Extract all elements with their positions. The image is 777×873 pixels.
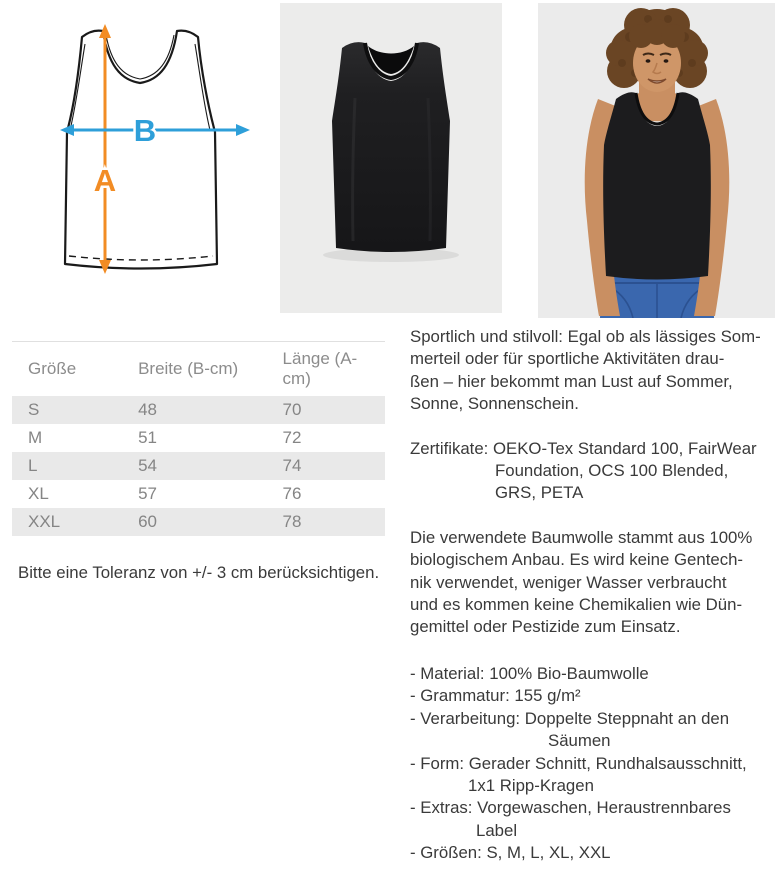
product-description — [410, 326, 776, 865]
text-line: Zertifikate: OEKO-Tex Standard 100, FairWear — [410, 438, 757, 458]
size-diagram-svg — [20, 10, 265, 308]
size-table-section — [12, 341, 385, 536]
column-header-groesse: Größe — [12, 342, 122, 397]
feature-line-verarbeitung-cont: Säumen — [548, 731, 611, 751]
text-line: biologischem Anbau. Es wird keine Gentech- — [410, 550, 744, 570]
text-line: und es kommen keine Chemikalien wie Dün- — [410, 595, 743, 615]
text-line: merteil oder für sportliche Aktivitäten drau- — [410, 349, 725, 369]
text-line: GRS, PETA — [495, 483, 584, 503]
feature-line-material: - Material: 100% Bio-Baumwolle — [410, 663, 649, 683]
feature-line-groessen: - Größen: S, M, L, XL, XXL — [410, 843, 611, 863]
column-header-breite: Breite (B-cm) — [122, 342, 266, 397]
size-table — [12, 341, 385, 536]
eye-right — [664, 59, 669, 63]
eye-left — [646, 59, 651, 63]
cell-breite: 60 — [138, 512, 157, 531]
model-photo[interactable] — [538, 3, 775, 318]
cell-size: XXL — [28, 512, 61, 531]
table-row-xl — [12, 480, 385, 508]
text-line: Sonne, Sonnenschein. — [410, 394, 579, 414]
cell-breite: 57 — [138, 484, 157, 503]
product-photo-svg — [280, 3, 502, 313]
cell-laenge: 72 — [282, 428, 302, 447]
feature-line-grammatur: - Grammatur: 155 g/m² — [410, 686, 581, 706]
feature-line-extras: - Extras: Vorgewaschen, Heraustrennbares — [410, 798, 731, 818]
feature-line-verarbeitung: - Verarbeitung: Doppelte Steppnaht an den — [410, 708, 730, 728]
cell-breite: 54 — [138, 456, 157, 475]
product-photo[interactable] — [280, 3, 502, 313]
text-line: Die verwendete Baumwolle stammt aus 100% — [410, 527, 753, 547]
size-diagram-image — [20, 10, 265, 308]
cell-breite: 48 — [138, 400, 157, 419]
text-line: gemittel oder Pestizide zum Einsatz. — [410, 617, 681, 637]
text-line: Sportlich und stilvoll: Egal ob als lässiges Som- — [410, 327, 761, 346]
table-row-s — [12, 396, 385, 424]
tolerance-note: Bitte eine Toleranz von +/- 3 cm berücksichtigen. — [18, 563, 380, 582]
length-label-a: A — [93, 163, 117, 198]
cell-laenge: 74 — [282, 456, 302, 475]
text-line: ßen – hier bekommt man Lust auf Sommer, — [410, 371, 733, 391]
text-line: nik verwendet, weniger Wasser verbraucht — [410, 572, 727, 592]
cotton-paragraph — [410, 527, 776, 639]
width-label-b: B — [133, 113, 157, 148]
cell-size: S — [28, 400, 40, 419]
features-list — [410, 663, 776, 865]
tank-top-outline — [65, 31, 217, 269]
cell-size: L — [28, 456, 38, 475]
feature-line-form-cont: 1x1 Ripp-Kragen — [468, 775, 594, 795]
table-row-l — [12, 452, 385, 480]
text-line: Foundation, OCS 100 Blended, — [495, 461, 729, 481]
model-photo-svg — [538, 3, 775, 318]
table-header-row — [12, 342, 385, 397]
feature-line-extras-cont: Label — [476, 820, 518, 840]
table-row-m — [12, 424, 385, 452]
column-header-laenge: Länge (A-cm) — [267, 342, 385, 397]
cell-laenge: 76 — [282, 484, 302, 503]
intro-paragraph — [410, 326, 776, 416]
cell-laenge: 70 — [282, 400, 302, 419]
cell-breite: 51 — [138, 428, 157, 447]
certificates-paragraph — [410, 438, 776, 505]
feature-line-form: - Form: Gerader Schnitt, Rundhalsausschnitt, — [410, 753, 747, 773]
table-row-xxl — [12, 508, 385, 536]
cell-size: XL — [28, 484, 49, 503]
cell-size: M — [28, 428, 43, 447]
cell-laenge: 78 — [282, 512, 302, 531]
